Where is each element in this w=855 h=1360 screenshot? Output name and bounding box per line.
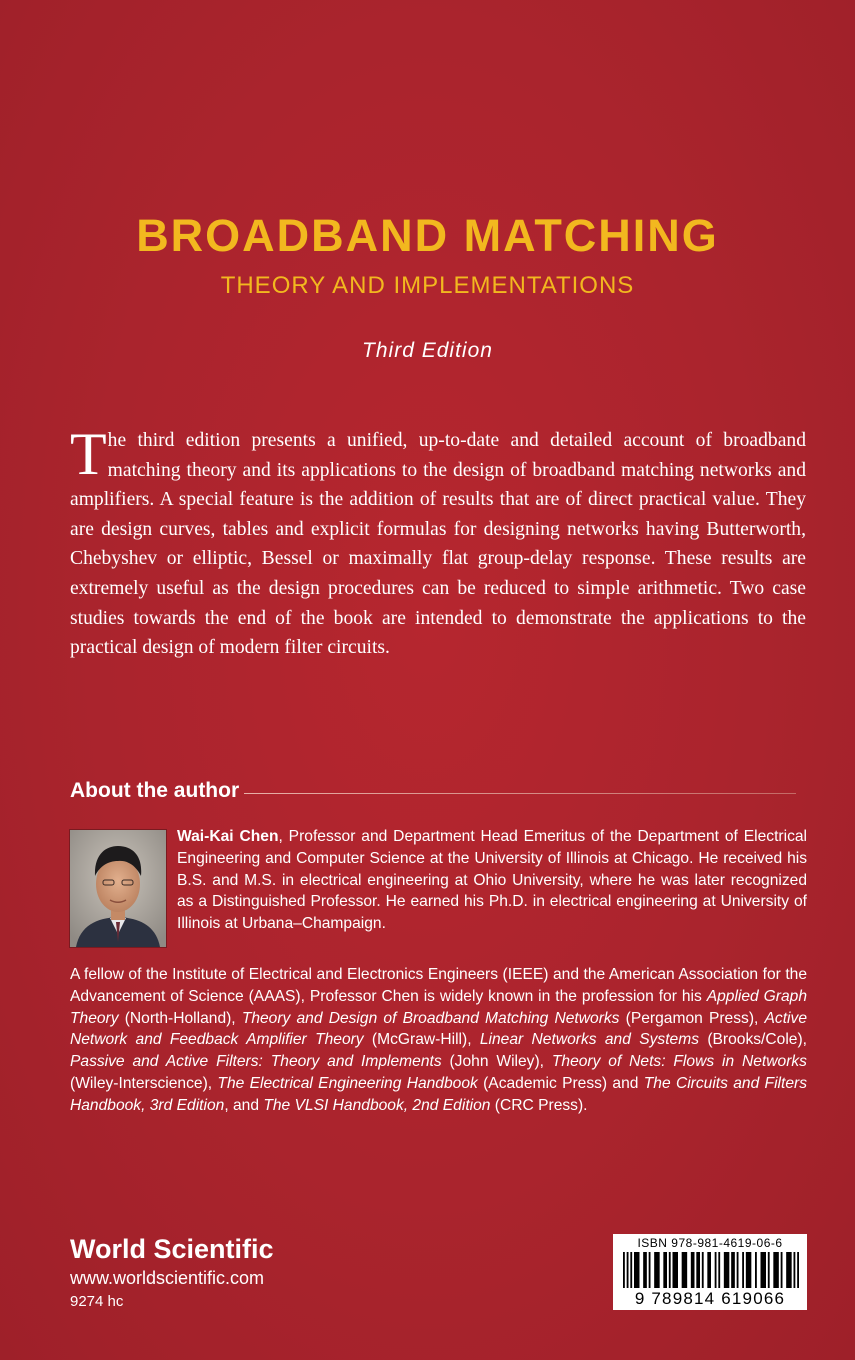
book-title-reference: The VLSI Handbook, 2nd Edition xyxy=(263,1096,491,1114)
bio-text-run: (John Wiley), xyxy=(441,1053,552,1071)
barcode-bar xyxy=(702,1252,704,1288)
bio-text-run: (North-Holland), xyxy=(118,1009,242,1027)
barcode-bar xyxy=(773,1252,779,1288)
book-subtitle: THEORY AND IMPLEMENTATIONS xyxy=(220,272,635,299)
barcode-bar xyxy=(682,1252,688,1288)
bio-text-run: (Pergamon Press), xyxy=(619,1009,765,1027)
heading-divider xyxy=(244,793,796,794)
bio-text-run: , and xyxy=(224,1096,264,1114)
barcode-bar xyxy=(761,1252,767,1288)
author-portrait-image xyxy=(70,830,166,947)
bio-text-run: A fellow of the Institute of Electrical and Electronics Engineers (IEEE) and the American Association for the Advancement of Science (AAAS), Professor Chen is widely known in the profession for his xyxy=(70,966,807,1005)
book-title-reference: Passive and Active Filters: Theory and Implements xyxy=(70,1053,442,1071)
barcode-bar xyxy=(746,1252,752,1288)
author-bio-works xyxy=(70,964,807,1117)
publisher-name: World Scientific xyxy=(70,1234,274,1264)
isbn-label: ISBN 978-981-4619-06-6 xyxy=(637,1236,783,1250)
barcode-bar xyxy=(724,1252,730,1288)
barcode-bar xyxy=(707,1252,711,1288)
book-title: BROADBAND MATCHING xyxy=(136,210,719,261)
barcode-bar xyxy=(781,1252,783,1288)
barcode-bar xyxy=(715,1252,717,1288)
barcode-bar xyxy=(623,1252,625,1288)
book-title-reference: The Circuits and Filters Handbook, 3rd Edition xyxy=(70,1074,808,1114)
author-name: Wai-Kai Chen xyxy=(177,828,279,845)
barcode-bar xyxy=(737,1252,739,1288)
barcode-bar xyxy=(663,1252,667,1288)
bio-text-run: (CRC Press). xyxy=(490,1096,588,1114)
author-bio-intro xyxy=(177,826,807,935)
bio-text-run: (Wiley-Interscience), xyxy=(70,1074,218,1092)
barcode-bar xyxy=(643,1252,647,1288)
drop-cap: T xyxy=(70,421,107,487)
bio-text-run: (Brooks/Cole), xyxy=(699,1031,807,1049)
barcode-bar xyxy=(755,1252,757,1288)
book-title-reference: The Electrical Engineering Handbook xyxy=(217,1074,478,1092)
about-author-heading: About the author xyxy=(70,779,240,802)
book-title-reference: Linear Networks and Systems xyxy=(479,1031,699,1049)
barcode-bar xyxy=(634,1252,640,1288)
barcode-bar xyxy=(630,1252,632,1288)
isbn-barcode xyxy=(613,1234,807,1310)
barcode-bar xyxy=(669,1252,671,1288)
barcode-bar xyxy=(627,1252,629,1288)
barcode-bar xyxy=(649,1252,651,1288)
barcode-bar xyxy=(696,1252,700,1288)
author-bio-text: , Professor and Department Head Emeritus of the Department of Electrical Engineering and Computer Science at the University of Illinois at Chicago. He received his B.S. and M.S. in electrical engineering at Ohio University, where he was later recognized as a Distinguished Professor. He earned his Ph.D. in electrical engineering at University of Illinois at Urbana–Champaign. xyxy=(177,828,808,933)
barcode-bar xyxy=(768,1252,770,1288)
book-description xyxy=(70,421,806,663)
bio-text-run: (McGraw-Hill), xyxy=(363,1031,480,1049)
barcode-bar xyxy=(742,1252,744,1288)
book-title-reference: Theory and Design of Broadband Matching Networks xyxy=(241,1009,620,1027)
barcode-bar xyxy=(786,1252,792,1288)
author-photo xyxy=(69,829,167,948)
catalog-code: 9274 hc xyxy=(70,1293,124,1310)
barcode-bar xyxy=(673,1252,679,1288)
book-title-reference: Active Network and Feedback Amplifier Theory xyxy=(70,1009,807,1049)
description-text: he third edition presents a unified, up-to-date and detailed account of broadband matching theory and its applications to the design of broadband matching networks and amplifiers. A special feature is the addition of results that are of direct practical value. They are design curves, tables and explicit formulas for designing networks having Butterworth, Chebyshev or elliptic, Bessel or maximally flat group-delay response. These results are extremely useful as the design procedures can be reduced to simple arithmetic. Two case studies towards the end of the book are intended to demonstrate the applications to the practical design of modern filter circuits. xyxy=(70,430,806,659)
book-title-reference: Applied Graph Theory xyxy=(70,987,807,1027)
barcode-bar xyxy=(691,1252,695,1288)
publisher-url[interactable]: www.worldscientific.com xyxy=(70,1268,265,1288)
book-edition: Third Edition xyxy=(362,339,493,362)
barcode-bar xyxy=(731,1252,735,1288)
book-title-reference: Theory of Nets: Flows in Networks xyxy=(551,1053,807,1071)
barcode-bar xyxy=(797,1252,799,1288)
barcode-bar xyxy=(794,1252,796,1288)
barcode-bar xyxy=(718,1252,720,1288)
ean-digits: 9 789814 619066 xyxy=(634,1289,786,1308)
bio-text-run: (Academic Press) and xyxy=(477,1074,644,1092)
barcode-bars-icon xyxy=(623,1252,799,1288)
barcode-bar xyxy=(654,1252,660,1288)
